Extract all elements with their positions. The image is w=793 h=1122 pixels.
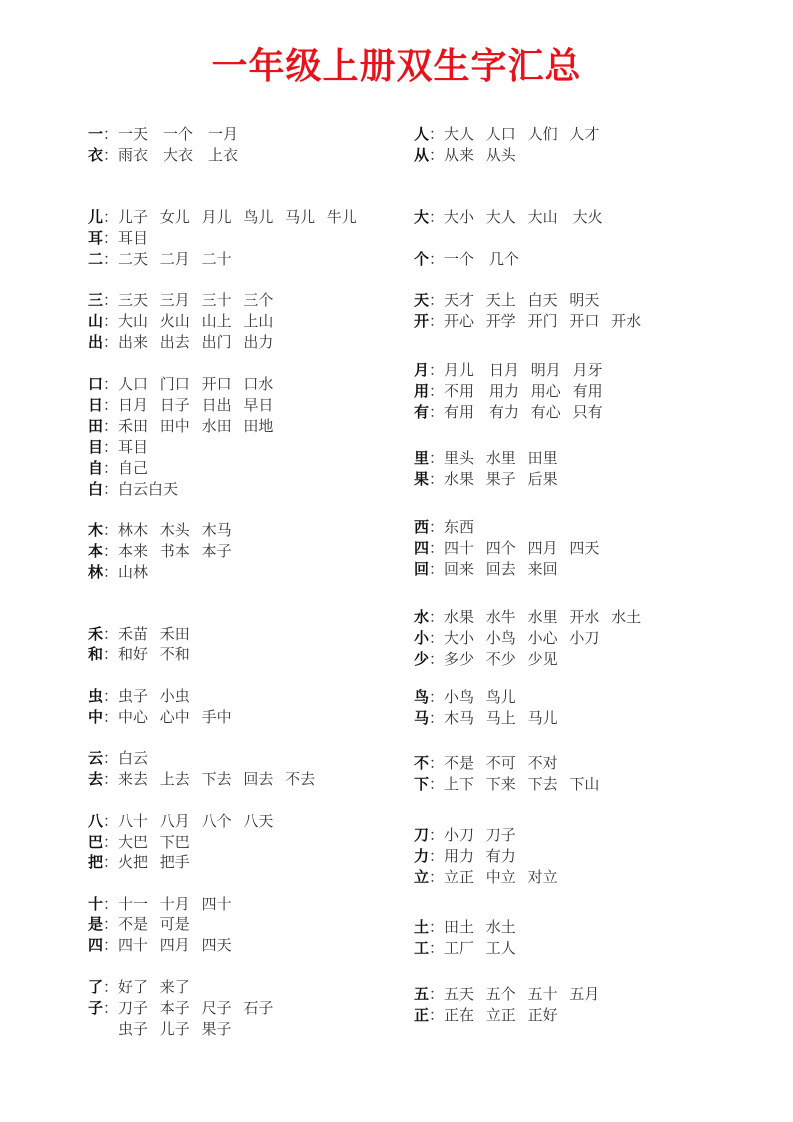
entry-row [88,541,232,561]
entry-row [88,437,148,457]
entry-words: 小刀 刀子 [444,826,516,844]
entry-row [88,332,273,352]
entry-row [414,628,599,648]
entry-words: 儿子 女儿 月儿 鸟儿 马儿 牛儿 [118,208,357,226]
entry-row [88,852,190,872]
entry-separator: ： [429,1006,445,1024]
entry-separator: ： [103,125,119,143]
entry-words: 禾苗 禾田 [118,625,190,643]
entry-words: 大小 大人 大山 大火 [444,208,603,226]
entry-row [414,687,516,707]
entry-separator: ： [429,775,445,793]
entry-row [88,707,232,727]
entry-row [414,145,516,165]
entry-separator: ： [429,560,445,578]
entry-separator: ： [103,480,119,498]
entry-separator: ： [429,291,445,309]
entry-row [414,559,558,579]
entry-words: 二天 二月 二十 [118,250,232,268]
entry-character: 本 [88,542,104,560]
entry-character: 去 [88,770,104,788]
entry-row [414,984,599,1004]
entry-row [414,381,603,401]
entry-separator: ： [103,563,119,581]
entry-words: 田土 水土 [444,918,516,936]
entry-separator: ： [103,833,119,851]
entry-row [414,708,558,728]
entry-separator: ： [429,985,445,1003]
entry-character: 自 [88,459,104,477]
entry-separator: ： [103,521,119,539]
page-title: 一年级上册双生字汇总 [211,46,582,87]
entry-character: 八 [88,812,104,830]
entry-separator: ： [103,687,119,705]
entry-separator: ： [103,542,119,560]
entry-separator: ： [103,895,119,913]
entry-words: 白云 [118,749,149,767]
entry-words: 上下 下来 下去 下山 [444,775,600,793]
entry-character: 个 [414,250,430,268]
entry-character: 有 [414,403,430,421]
entry-character: 回 [414,560,430,578]
entry-separator: ： [429,382,445,400]
entry-words: 雨衣 大衣 上衣 [118,146,239,164]
entry-row [414,867,558,887]
entry-separator: ： [103,229,119,247]
entry-row [414,290,599,310]
entry-character: 月 [414,361,430,379]
entry-words: 月儿 日月 明月 月牙 [444,361,603,379]
entry-row [88,894,232,914]
entry-character: 云 [88,749,104,767]
entry-character: 十 [88,895,104,913]
entry-separator: ： [103,936,119,954]
entry-row [88,479,178,499]
entry-row [88,769,315,789]
entry-row [414,1005,558,1025]
entry-row [88,977,190,997]
entry-row [414,448,558,468]
entry-character: 木 [88,521,104,539]
entry-character: 马 [414,709,430,727]
entry-words: 三天 三月 三十 三个 [118,291,274,309]
entry-row [88,124,238,144]
entry-character: 里 [414,449,430,467]
entry-character: 山 [88,312,104,330]
entry-words: 本来 书本 本子 [118,542,232,560]
entry-words: 来去 上去 下去 回去 不去 [118,770,316,788]
entry-words: 多少 不少 少见 [444,650,558,668]
entry-separator: ： [103,749,119,767]
entry-row [414,124,599,144]
entry-row [414,360,603,380]
entry-words: 水果 水牛 水里 开水 水土 [444,608,642,626]
entry-separator: ： [429,403,445,421]
entry-row [414,402,603,422]
entry-words: 白云白天 [118,480,179,498]
entry-character: 立 [414,868,430,886]
entry-separator: ： [429,826,445,844]
entry-character: 天 [414,291,430,309]
entry-words: 正在 立正 正好 [444,1006,558,1024]
entry-character: 田 [88,417,104,435]
entry-separator: ： [103,999,119,1017]
entry-character: 正 [414,1006,430,1024]
entry-separator: ： [103,375,119,393]
entry-words: 用力 有力 [444,847,516,865]
entry-separator: ： [429,939,445,957]
entry-separator: ： [429,312,445,330]
entry-words: 木马 马上 马儿 [444,709,558,727]
entry-row [414,311,641,331]
entry-row [88,935,232,955]
entry-character: 下 [414,775,430,793]
entry-separator: ： [103,708,119,726]
entry-row [414,469,558,489]
entry-words: 虫子 小虫 [118,687,190,705]
entry-separator: ： [103,333,119,351]
entry-character: 水 [414,608,430,626]
entry-words: 回来 回去 来回 [444,560,558,578]
entry-row [414,825,516,845]
entry-words: 不是 不可 不对 [444,754,558,772]
entry-row [414,517,474,537]
entry-row [414,249,519,269]
entry-row [88,811,273,831]
entry-row [88,395,273,415]
entry-character: 虫 [88,687,104,705]
entry-character: 禾 [88,625,104,643]
entry-separator: ： [429,688,445,706]
entry-words: 天才 天上 白天 明天 [444,291,600,309]
entry-character: 不 [414,754,430,772]
entry-words: 四十 四月 四天 [118,936,232,954]
entry-words: 从来 从头 [444,146,516,164]
entry-separator: ： [103,291,119,309]
entry-words: 不是 可是 [118,915,190,933]
entry-character: 三 [88,291,104,309]
entry-row [88,624,190,644]
entry-separator: ： [429,868,445,886]
entry-row [88,1019,232,1039]
entry-words: 工厂 工人 [444,939,516,957]
entry-character: 巴 [88,833,104,851]
entry-character: 儿 [88,208,104,226]
entry-words: 有用 有力 有心 只有 [444,403,603,421]
entry-character: 人 [414,125,430,143]
entry-character: 少 [414,650,430,668]
entry-separator: ： [429,208,445,226]
entry-character: 鸟 [414,688,430,706]
entry-words: 林木 木头 木马 [118,521,232,539]
entry-character: 子 [88,999,104,1017]
entry-row [88,520,232,540]
entry-character: 大 [414,208,430,226]
entry-words: 人口 门口 开口 口水 [118,375,274,393]
entry-words: 八十 八月 八个 八天 [118,812,274,830]
entry-row [414,774,599,794]
entry-separator: ： [103,396,119,414]
entry-separator: ： [429,361,445,379]
entry-separator: ： [103,812,119,830]
entry-separator: ： [429,539,445,557]
entry-character: 工 [414,939,430,957]
entry-words: 刀子 本子 尺子 石子 [118,999,274,1017]
entry-separator: ： [429,650,445,668]
entry-character: 二 [88,250,104,268]
entry-row [88,249,232,269]
entry-separator: ： [429,470,445,488]
entry-separator: ： [429,449,445,467]
entry-character: 白 [88,480,104,498]
entry-separator: ： [103,312,119,330]
entry-separator: ： [429,847,445,865]
entry-words: 日月 日子 日出 早日 [118,396,274,414]
entry-words: 大山 火山 山上 上山 [118,312,274,330]
entry-row [88,644,190,664]
entry-row [88,311,273,331]
entry-row [414,917,516,937]
entry-separator: ： [103,853,119,871]
entry-row [88,228,148,248]
entry-separator: ： [103,250,119,268]
entry-words: 五天 五个 五十 五月 [444,985,600,1003]
entry-separator: ： [103,459,119,477]
entry-character: 用 [414,382,430,400]
entry-separator: ： [429,629,445,647]
entry-separator: ： [429,146,445,164]
entry-words: 大小 小鸟 小心 小刀 [444,629,600,647]
entry-row [414,538,599,558]
entry-words: 耳目 [118,229,149,247]
entry-row [88,290,273,310]
entry-row [88,748,148,768]
entry-separator: ： [103,625,119,643]
entry-words: 里头 水里 田里 [444,449,558,467]
entry-words: 东西 [444,518,475,536]
entry-separator: ： [103,417,119,435]
entry-row [88,416,273,436]
entry-character: 刀 [414,826,430,844]
entry-words: 火把 把手 [118,853,190,871]
entry-separator: ： [429,918,445,936]
entry-row [414,607,641,627]
entry-row [88,458,148,478]
entry-row [88,998,273,1018]
entry-character: 西 [414,518,430,536]
entry-words: 出来 出去 出门 出力 [118,333,274,351]
entry-character: 是 [88,915,104,933]
entry-row [88,832,190,852]
entry-words: 小鸟 鸟儿 [444,688,516,706]
entry-words: 和好 不和 [118,645,190,663]
entry-row [88,374,273,394]
entry-words: 大巴 下巴 [118,833,190,851]
entry-separator: ： [429,709,445,727]
entry-words: 十一 十月 四十 [118,895,232,913]
entry-character: 小 [414,629,430,647]
entry-words: 水果 果子 后果 [444,470,558,488]
entry-words: 耳目 [118,438,149,456]
entry-separator: ： [103,146,119,164]
entry-separator: ： [103,438,119,456]
entry-words: 山林 [118,563,149,581]
entry-character: 从 [414,146,430,164]
entry-separator: ： [429,125,445,143]
entry-row [414,649,558,669]
entry-words: 中心 心中 手中 [118,708,232,726]
entry-words: 自己 [118,459,149,477]
entry-separator: ： [429,250,445,268]
entry-separator: ： [103,915,119,933]
entry-character: 土 [414,918,430,936]
entry-words: 禾田 田中 水田 田地 [118,417,274,435]
entry-character: 力 [414,847,430,865]
entry-separator: ： [103,645,119,663]
entry-separator: ： [429,518,445,536]
entry-words: 立正 中立 对立 [444,868,558,886]
entry-character: 林 [88,563,104,581]
entry-separator: ： [103,770,119,788]
entry-row [414,938,516,958]
entry-character: 把 [88,853,104,871]
entry-row [414,846,516,866]
entry-row [88,145,238,165]
entry-character: 了 [88,978,104,996]
entry-character: 开 [414,312,430,330]
entry-character: 口 [88,375,104,393]
entry-character: 一 [88,125,104,143]
entry-separator: ： [103,208,119,226]
entry-character: 果 [414,470,430,488]
entry-words: 好了 来了 [118,978,190,996]
entry-character: 和 [88,645,104,663]
entry-separator: ： [103,978,119,996]
entry-row [88,207,357,227]
entry-character: 耳 [88,229,104,247]
entry-character: 出 [88,333,104,351]
entry-row [88,686,190,706]
entry-character: 目 [88,438,104,456]
entry-character: 中 [88,708,104,726]
entry-words: 四十 四个 四月 四天 [444,539,600,557]
entry-row [88,914,190,934]
entry-character: 日 [88,396,104,414]
entry-row [414,753,558,773]
entry-words: 大人 人口 人们 人才 [444,125,600,143]
entry-row [88,562,148,582]
entry-separator: ： [429,608,445,626]
entry-words: 一天 一个 一月 [118,125,239,143]
entry-words: 一个 几个 [444,250,520,268]
entry-words: 开心 开学 开门 开口 开水 [444,312,642,330]
entry-character: 五 [414,985,430,1003]
entry-words: 不用 用力 用心 有用 [444,382,603,400]
entry-character: 衣 [88,146,104,164]
entry-words: 虫子 儿子 果子 [118,1020,232,1038]
entry-separator: ： [429,754,445,772]
entry-character: 四 [414,539,430,557]
entry-character: 四 [88,936,104,954]
entry-row [414,207,603,227]
